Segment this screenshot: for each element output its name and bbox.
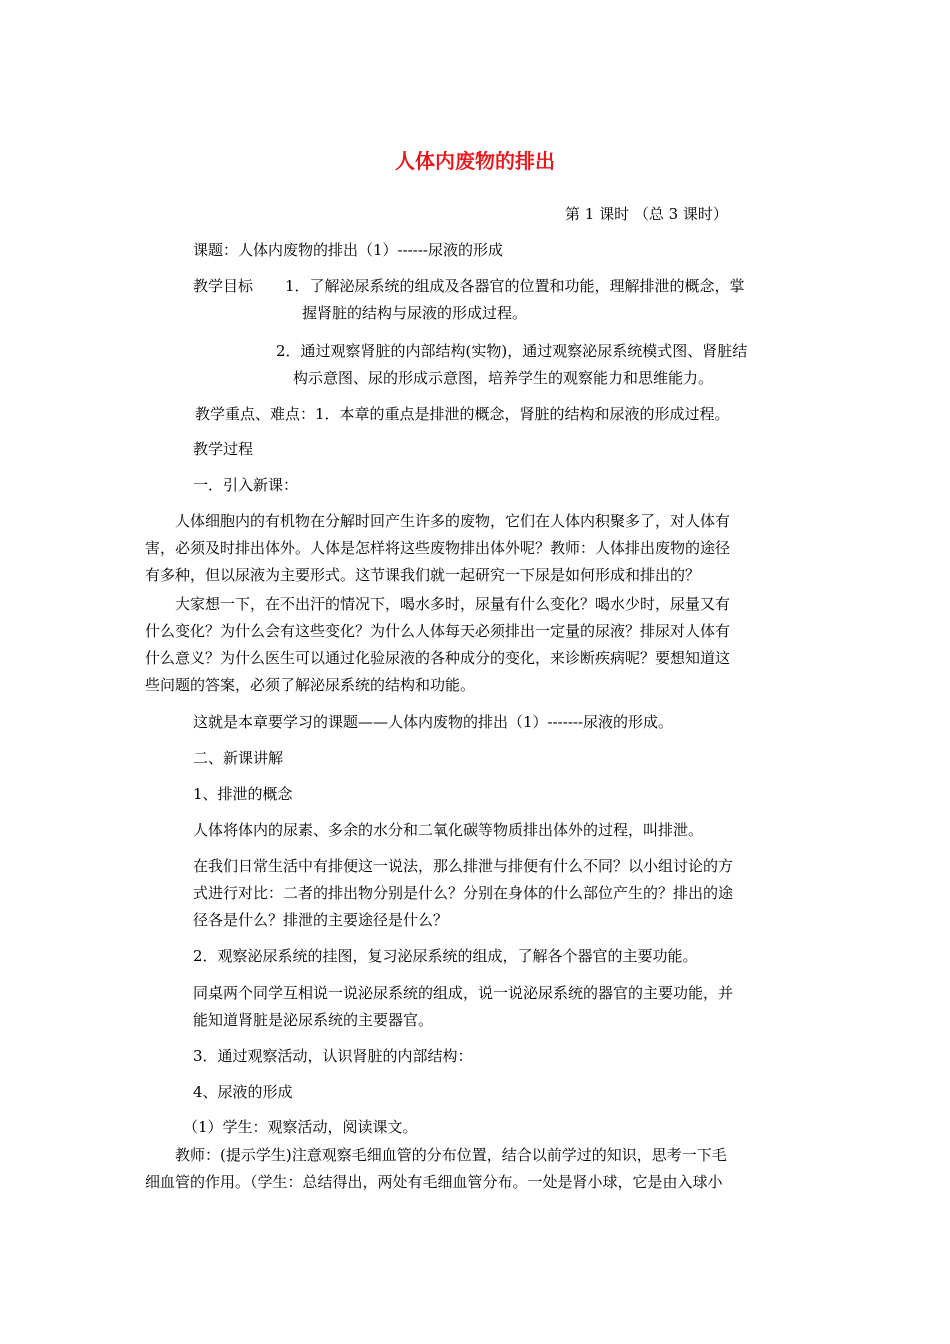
subsection-1-question-line-3: 径各是什么？排泄的主要途径是什么？ <box>193 911 449 929</box>
objectives-label: 教学目标 <box>193 277 254 295</box>
objective-2-line-1: 2．通过观察肾脏的内部结构(实物)，通过观察泌尿系统模式图、肾脏结 <box>276 342 748 360</box>
section-1-heading: 一．引入新课： <box>193 476 299 494</box>
subsection-4-teacher-line-1: 教师：(提示学生)注意观察毛细血管的分布位置，结合以前学过的知识，思考一下毛 <box>175 1146 727 1164</box>
intro-paragraph-1-line-3: 有多种，但以尿液为主要形式。这节课我们就一起研究一下尿是如何形成和排出的？ <box>145 566 701 584</box>
subsection-1-heading: 1、排泄的概念 <box>193 785 293 803</box>
section-2-heading: 二、新课讲解 <box>193 749 284 767</box>
lesson-info: 第 1 课时 （总 3 课时） <box>565 205 728 223</box>
intro-paragraph-2-line-2: 什么变化？为什么会有这些变化？为什么人体每天必须排出一定量的尿液？排尿对人体有 <box>145 622 731 640</box>
subsection-2-paragraph-line-1: 同桌两个同学互相说一说泌尿系统的组成，说一说泌尿系统的器官的主要功能，并 <box>193 984 734 1002</box>
lesson-topic: 课题：人体内废物的排出（1）------尿液的形成 <box>193 241 503 259</box>
subsection-2-paragraph-line-2: 能知道肾脏是泌尿系统的主要器官。 <box>193 1011 434 1029</box>
subsection-3-heading: 3．通过观察活动，认识肾脏的内部结构： <box>193 1047 473 1065</box>
objective-1-line-1: 1．了解泌尿系统的组成及各器官的位置和功能，理解排泄的概念，掌 <box>285 277 745 295</box>
intro-paragraph-2-line-4: 些问题的答案，必须了解泌尿系统的结构和功能。 <box>145 676 476 694</box>
subsection-4-item-1: （1）学生：观察活动，阅读课文。 <box>183 1118 418 1136</box>
intro-paragraph-2-line-1: 大家想一下，在不出汗的情况下，喝水多时，尿量有什么变化？喝水少时，尿量又有 <box>175 595 731 613</box>
subsection-1-question-line-1: 在我们日常生活中有排便这一说法，那么排泄与排便有什么不同？以小组讨论的方 <box>193 857 734 875</box>
intro-paragraph-1-line-2: 害，必须及时排出体外。人体是怎样将这些废物排出体外呢？教师：人体排出废物的途径 <box>145 539 731 557</box>
intro-paragraph-3: 这就是本章要学习的课题——人体内废物的排出（1）-------尿液的形成。 <box>193 713 674 731</box>
subsection-4-heading: 4、尿液的形成 <box>193 1083 293 1101</box>
subsection-1-question-line-2: 式进行对比：二者的排出物分别是什么？分别在身体的什么部位产生的？排出的途 <box>193 884 734 902</box>
process-label: 教学过程 <box>193 440 254 458</box>
intro-paragraph-2-line-3: 什么意义？为什么医生可以通过化验尿液的各种成分的变化，来诊断疾病呢？要想知道这 <box>145 649 731 667</box>
subsection-1-definition: 人体将体内的尿素、多余的水分和二氧化碳等物质排出体外的过程，叫排泄。 <box>193 821 704 839</box>
objective-2-line-2: 构示意图、尿的形成示意图，培养学生的观察能力和思维能力。 <box>293 369 714 387</box>
document-title: 人体内废物的排出 <box>395 149 555 173</box>
objective-1-line-2: 握肾脏的结构与尿液的形成过程。 <box>302 304 528 322</box>
subsection-4-teacher-line-2: 细血管的作用。（学生：总结得出，两处有毛细血管分布。一处是肾小球，它是由入球小 <box>145 1173 723 1191</box>
intro-paragraph-1-line-1: 人体细胞内的有机物在分解时回产生许多的废物，它们在人体内积聚多了，对人体有 <box>175 512 731 530</box>
subsection-2-heading: 2．观察泌尿系统的挂图，复习泌尿系统的组成，了解各个器官的主要功能。 <box>193 947 698 965</box>
key-points: 教学重点、难点：1．本章的重点是排泄的概念，肾脏的结构和尿液的形成过程。 <box>195 405 730 423</box>
